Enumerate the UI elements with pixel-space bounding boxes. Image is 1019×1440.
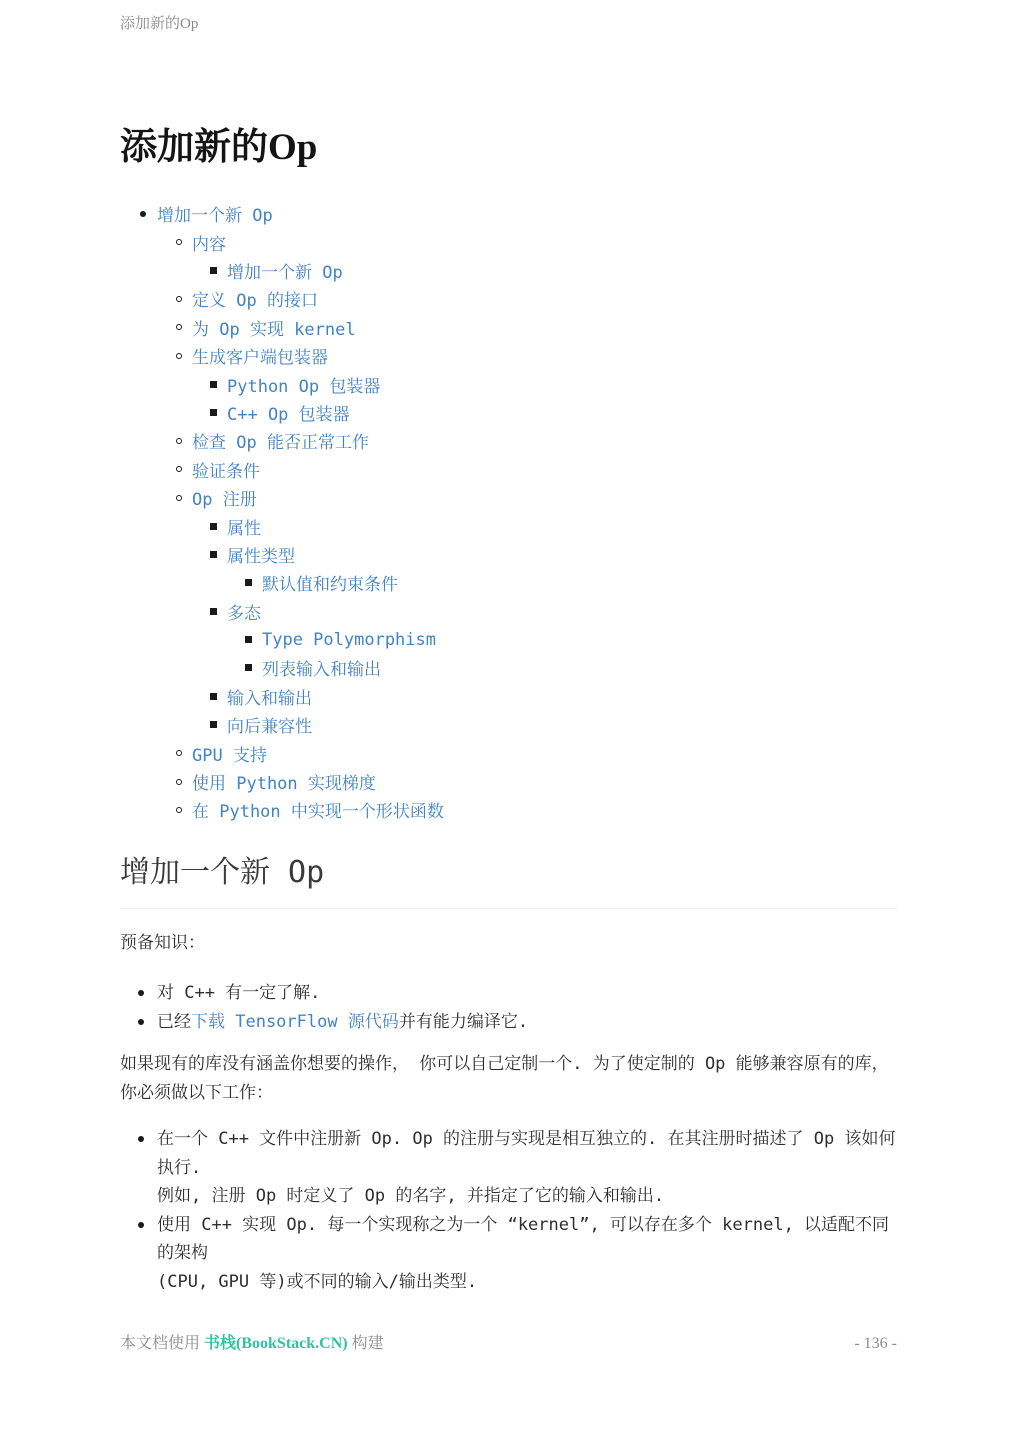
- circle-bullet-icon: [176, 239, 182, 245]
- toc-item: [176, 455, 897, 483]
- toc-link[interactable]: 定义 Op 的接口: [192, 291, 318, 312]
- disc-bullet-icon: [138, 1222, 144, 1228]
- square-bullet-icon: [210, 608, 217, 615]
- list-item: [120, 1008, 897, 1037]
- prereq-label: 预备知识：: [120, 932, 205, 953]
- toc-item: [210, 597, 897, 625]
- footer-build-note: [120, 1330, 384, 1353]
- toc-link[interactable]: 输入和输出: [227, 688, 312, 709]
- toc-link[interactable]: 验证条件: [192, 461, 260, 482]
- square-bullet-icon: [210, 693, 217, 700]
- tensorflow-source-link[interactable]: 下载 TensorFlow 源代码: [191, 1011, 399, 1032]
- step-line: 在一个 C++ 文件中注册新 Op. Op 的注册与实现是相互独立的. 在其注册时描述了 Op 该如何执行.: [157, 1129, 896, 1178]
- page-footer: [120, 1330, 897, 1353]
- toc-link[interactable]: C++ Op 包装器: [227, 404, 350, 425]
- circle-bullet-icon: [176, 296, 182, 302]
- toc-item: [210, 398, 897, 426]
- toc-item: [176, 228, 897, 256]
- toc-link[interactable]: 生成客户端包装器: [192, 348, 328, 369]
- intro-paragraph: 如果现有的库没有涵盖你想要的操作， 你可以自己定制一个. 为了使定制的 Op 能够兼容原有的库， 你必须做以下工作：: [120, 1054, 889, 1103]
- square-bullet-icon: [210, 409, 217, 416]
- toc-link[interactable]: 使用 Python 实现梯度: [192, 774, 376, 795]
- toc-item: [210, 370, 897, 398]
- toc-link[interactable]: 向后兼容性: [227, 717, 312, 738]
- square-bullet-icon: [245, 664, 252, 671]
- toc-link[interactable]: Op 注册: [192, 490, 257, 511]
- circle-bullet-icon: [176, 750, 182, 756]
- toc-item: [176, 285, 897, 313]
- list-item: [120, 979, 897, 1008]
- toc-item: [210, 540, 897, 568]
- list-item: [120, 1211, 897, 1297]
- circle-bullet-icon: [176, 353, 182, 359]
- toc-item: [245, 569, 897, 597]
- circle-bullet-icon: [176, 807, 182, 813]
- prereq-text-suffix: 并有能力编译它.: [398, 1011, 529, 1032]
- toc-link[interactable]: 属性类型: [227, 546, 295, 567]
- square-bullet-icon: [210, 721, 217, 728]
- toc-item: [176, 767, 897, 795]
- toc-item: [210, 512, 897, 540]
- page-title: 添加新的Op: [120, 127, 318, 168]
- square-bullet-icon: [210, 267, 217, 274]
- toc-link[interactable]: 内容: [192, 234, 226, 255]
- toc-link[interactable]: GPU 支持: [192, 745, 267, 766]
- toc-link[interactable]: 列表输入和输出: [262, 660, 381, 681]
- circle-bullet-icon: [176, 438, 182, 444]
- toc-item: [176, 739, 897, 767]
- step-text: [157, 1125, 897, 1211]
- toc-item: [210, 711, 897, 739]
- prereq-text-prefix: 已经: [157, 1011, 191, 1032]
- table-of-contents: [120, 200, 897, 825]
- disc-bullet-icon: [138, 1019, 144, 1025]
- steps-list: [120, 1125, 897, 1296]
- toc-item: [176, 796, 897, 824]
- toc-link[interactable]: 检查 Op 能否正常工作: [192, 433, 369, 454]
- square-bullet-icon: [210, 523, 217, 530]
- circle-bullet-icon: [176, 324, 182, 330]
- disc-bullet-icon: [138, 990, 144, 996]
- toc-item: [176, 313, 897, 341]
- square-bullet-icon: [245, 579, 252, 586]
- toc-link[interactable]: 默认值和约束条件: [262, 575, 398, 596]
- toc-item: [210, 256, 897, 284]
- disc-bullet-icon: [138, 1136, 144, 1142]
- prereq-text: [157, 1008, 897, 1037]
- toc-item: [245, 625, 897, 653]
- toc-link[interactable]: 属性: [227, 518, 261, 539]
- circle-bullet-icon: [176, 466, 182, 472]
- prereq-list: [120, 979, 897, 1036]
- toc-item: [140, 200, 897, 228]
- list-item: [120, 1125, 897, 1211]
- disc-bullet-icon: [140, 211, 146, 217]
- footer-suffix: 构建: [347, 1335, 384, 1352]
- toc-link[interactable]: 增加一个新 Op: [227, 263, 343, 284]
- step-text: [157, 1211, 897, 1297]
- toc-link[interactable]: 为 Op 实现 kernel: [192, 319, 356, 340]
- toc-item: [176, 342, 897, 370]
- section-heading: 增加一个新 Op: [120, 854, 897, 909]
- square-bullet-icon: [210, 551, 217, 558]
- step-line: (CPU, GPU 等)或不同的输入/输出类型.: [157, 1271, 478, 1292]
- page-number: - 136 -: [854, 1335, 897, 1352]
- running-header: 添加新的Op: [120, 16, 199, 32]
- step-line: 例如, 注册 Op 时定义了 Op 的名字, 并指定了它的输入和输出.: [157, 1186, 665, 1207]
- toc-item: [245, 654, 897, 682]
- toc-link[interactable]: 多态: [227, 603, 261, 624]
- bookstack-link[interactable]: 书栈(BookStack.CN): [204, 1335, 348, 1352]
- toc-link[interactable]: 增加一个新 Op: [157, 206, 273, 227]
- footer-prefix: 本文档使用: [120, 1335, 205, 1352]
- toc-item: [176, 427, 897, 455]
- circle-bullet-icon: [176, 779, 182, 785]
- toc-link[interactable]: 在 Python 中实现一个形状函数: [192, 802, 444, 823]
- toc-item: [210, 682, 897, 710]
- toc-item: [176, 483, 897, 511]
- toc-link[interactable]: Type Polymorphism: [262, 629, 436, 650]
- circle-bullet-icon: [176, 495, 182, 501]
- step-line: 使用 C++ 实现 Op. 每一个实现称之为一个 “kernel”, 可以存在多个 kernel, 以适配不同的架构: [157, 1214, 890, 1264]
- square-bullet-icon: [210, 381, 217, 388]
- square-bullet-icon: [245, 636, 252, 643]
- toc-link[interactable]: Python Op 包装器: [227, 376, 381, 397]
- prereq-text: 对 C++ 有一定了解.: [157, 983, 321, 1004]
